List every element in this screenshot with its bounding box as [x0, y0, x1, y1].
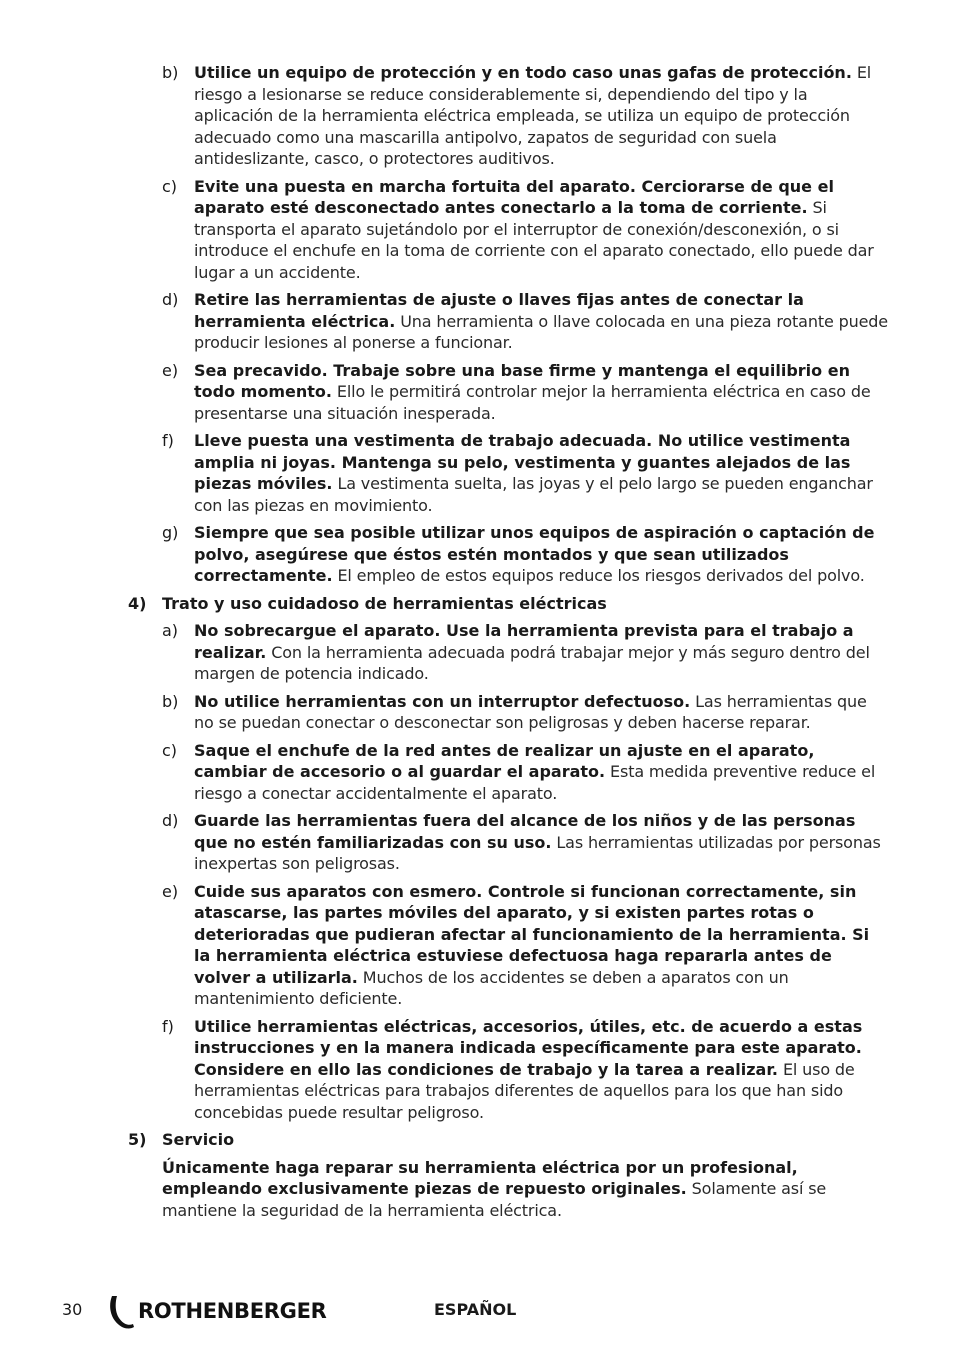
section-number: 5) [128, 1130, 147, 1149]
item-body-text: Muchos de los accidentes se deben a aparatos con un mantenimiento deficiente. [194, 967, 789, 1008]
item-bold-text: Utilice herramientas eléctricas, accesorios, útiles, etc. de acuerdo a estas instrucciones y en la manera indicada específicamente para este aparato. Considere en ello las condiciones de trabajo y la tarea a realizar. [194, 1016, 863, 1079]
item-text [194, 881, 890, 1010]
item-label: e) [162, 881, 179, 901]
item-text [194, 430, 890, 516]
item-label: c) [162, 740, 178, 760]
item-label: e) [162, 360, 179, 380]
item-body-text: Si transporta el aparato sujetándolo por el interruptor de conexión/desconexión, o si introduce el enchufe en la toma de corriente con el aparato conectado, ello puede dar lugar a un accidente. [194, 198, 874, 282]
list-item [128, 810, 890, 875]
item-bold-text: Sea precavido. Trabaje sobre una base firme y mantenga el equilibrio en todo momento. [194, 360, 850, 401]
section-heading [128, 593, 890, 615]
item-body-text: El empleo de estos equipos reduce los riesgos derivados del polvo. [332, 566, 865, 585]
list-item [128, 691, 890, 734]
section-heading [128, 1129, 890, 1151]
item-label: b) [162, 63, 179, 82]
section-title: Servicio [162, 1130, 235, 1149]
service-paragraph [162, 1157, 890, 1222]
list-item [128, 360, 890, 425]
page-number: 30 [62, 1300, 83, 1319]
item-text [194, 289, 890, 354]
item-body-text: El uso de herramientas eléctricas para trabajos diferentes de aquellos para los que han sido concebidas puede resultar peligroso. [194, 1059, 855, 1122]
list-item [128, 740, 890, 805]
list-item [128, 430, 890, 516]
list-item [128, 522, 890, 587]
item-text [194, 360, 890, 425]
item-text [194, 62, 890, 170]
item-text [194, 1016, 890, 1124]
item-label: a) [162, 621, 179, 640]
list-item [128, 1016, 890, 1124]
item-body-text: La vestimenta suelta, las joyas y el pelo largo se pueden enganchar con las piezas en movimiento. [194, 474, 873, 515]
item-bold-text: Siempre que sea posible utilizar unos equipos de aspiración o captación de polvo, asegúrese que éstos estén montados y que sean utilizados correctamente. [194, 523, 875, 585]
item-label: d) [162, 811, 179, 830]
list-item [128, 289, 890, 354]
item-text [194, 740, 890, 805]
list-item [128, 62, 890, 170]
item-label: f) [162, 1016, 174, 1036]
item-body-text: Una herramienta o llave colocada en una pieza rotante puede producir lesiones al ponerse a funcionar. [194, 311, 888, 352]
item-text [194, 810, 890, 875]
brand-logo [106, 1292, 327, 1330]
item-body-text: Con la herramienta adecuada podrá trabajar mejor y más seguro dentro del margen de potencia indicado. [194, 642, 870, 683]
list-item [128, 620, 890, 685]
section-number: 4) [128, 593, 147, 613]
item-bold-text: No sobrecargue el aparato. Use la herramienta prevista para el trabajo a realizar. [194, 621, 854, 662]
list-item [128, 176, 890, 284]
item-bold-text: Evite una puesta en marcha fortuita del aparato. Cerciorarse de que el aparato esté desconectado antes conectarlo a la toma de corriente. [194, 176, 834, 217]
item-label: f) [162, 431, 174, 450]
document-body [128, 62, 890, 1227]
item-text [194, 176, 890, 284]
item-bold-text: Retire las herramientas de ajuste o llaves fijas antes de conectar la herramienta eléctrica. [194, 290, 804, 331]
item-label: b) [162, 691, 179, 711]
item-text [194, 691, 890, 734]
item-bold-text: Cuide sus aparatos con esmero. Controle si funcionan correctamente, sin atascarse, las partes móviles del aparato, y si existen partes rotas o deterioradas que pudieran afectar al funcionamiento de la herramienta. Si la herramienta eléctrica estuviese defectuosa haga repararla antes de volver a utilizarla. [194, 881, 870, 987]
item-bold-text: Guarde las herramientas fuera del alcance de los niños y de las personas que no estén familiarizadas con su uso. [194, 811, 856, 852]
list-item [128, 881, 890, 1010]
item-text [194, 522, 890, 587]
service-body-text: Solamente así se mantiene la seguridad de la herramienta eléctrica. [162, 1179, 827, 1220]
section-title: Trato y uso cuidadoso de herramientas eléctricas [162, 593, 607, 613]
item-body-text: El riesgo a lesionarse se reduce considerablemente si, dependiendo del tipo y la aplicación de la herramienta eléctrica empleada, se utiliza un equipo de protección adecuado como una mascarilla antipolvo, zapatos de seguridad con suela antideslizante, casco, o protectores auditivos. [194, 63, 872, 168]
brand-swoosh-icon [106, 1292, 136, 1330]
item-bold-text: Lleve puesta una vestimenta de trabajo adecuada. No utilice vestimenta amplia ni joyas. Mantenga su pelo, vestimenta y guantes alejados de las piezas móviles. [194, 431, 851, 493]
brand-name: ROTHENBERGER [138, 1299, 327, 1323]
item-label: g) [162, 523, 179, 542]
page-footer [62, 1292, 922, 1332]
item-body-text: Esta medida preventive reduce el riesgo a conectar accidentalmente el aparato. [194, 762, 876, 803]
item-bold-text: Utilice un equipo de protección y en todo caso unas gafas de protección. [194, 63, 852, 82]
item-body-text: Las herramientas utilizadas por personas inexpertas son peligrosas. [194, 832, 881, 873]
item-bold-text: No utilice herramientas con un interruptor defectuoso. [194, 691, 691, 711]
item-label: d) [162, 290, 179, 309]
service-bold-text: Únicamente haga reparar su herramienta eléctrica por un profesional, empleando exclusivamente piezas de repuesto originales. [162, 1157, 798, 1198]
item-label: c) [162, 176, 178, 196]
item-body-text: Ello le permitirá controlar mejor la herramienta eléctrica en caso de presentarse una situación inesperada. [194, 382, 871, 423]
language-label: ESPAÑOL [434, 1300, 517, 1319]
item-text [194, 620, 890, 685]
item-body-text: Las herramientas que no se puedan conectar o desconectar son peligrosas y deben hacerse reparar. [194, 691, 867, 732]
item-bold-text: Saque el enchufe de la red antes de realizar un ajuste en el aparato, cambiar de accesorio o al guardar el aparato. [194, 740, 815, 781]
